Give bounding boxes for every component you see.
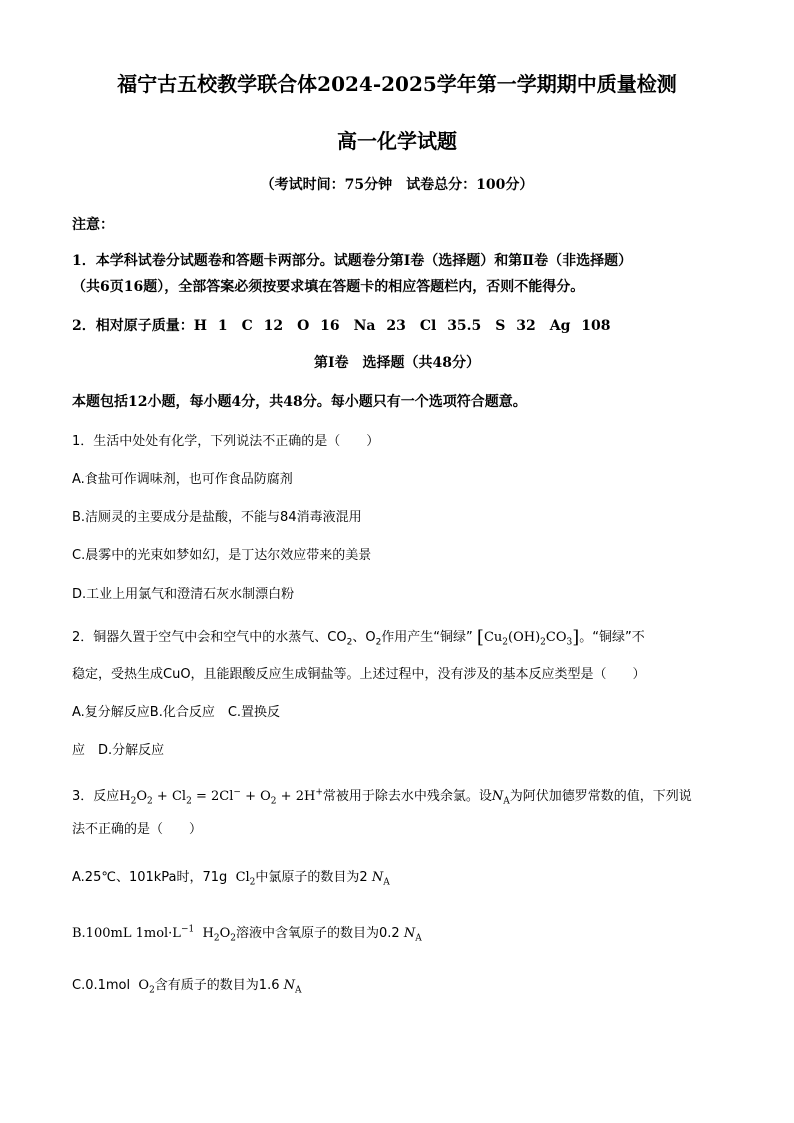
q3a-text-1: A.25℃、101kPa时，71g xyxy=(72,870,228,885)
formula-bracket-open: [ xyxy=(476,627,484,648)
q3-equation xyxy=(119,787,323,807)
section-title: 第Ⅰ卷 选择题（共48分） xyxy=(313,355,481,371)
q3b-h: H xyxy=(202,926,214,941)
eq-2h-sup: + xyxy=(315,787,323,798)
formula-cu: Cu xyxy=(483,630,503,645)
formula-co: CO xyxy=(545,630,567,645)
section-intro: 本题包括12小题，每小题4分，共48分。每小题只有一个选项符合题意。 xyxy=(72,394,527,410)
question-1-stem: 1．生活中处处有化学，下列说法不正确的是（ ） xyxy=(72,434,380,449)
eq-2cl: 2Cl xyxy=(210,789,234,804)
eq-cl: Cl xyxy=(171,789,187,804)
notice-item-2: 2．相对原子质量：H 1 C 12 O 16 Na 23 Cl 35.5 S 32 Ag 108 xyxy=(72,318,611,334)
q3c-n: N xyxy=(283,978,295,993)
q3a-cl2 xyxy=(235,870,256,888)
q3b-text-1: B.100mL 1mol·L xyxy=(72,926,181,941)
q3-text-2: 常被用于除去水中残余氯。设 xyxy=(322,789,492,804)
formula-oh-sub: 2 xyxy=(540,637,546,648)
question-1-option-d: D.工业上用氯气和澄清石灰水制漂白粉 xyxy=(72,587,295,602)
eq-plus-3: + xyxy=(280,789,292,804)
q3c-text-2: 含有质子的数目为1.6 xyxy=(154,978,280,993)
q2-text-1: 2．铜器久置于空气中会和空气中的水蒸气、CO xyxy=(72,630,347,645)
question-1-option-c: C.晨雾中的光束如梦如幻，是丁达尔效应带来的美景 xyxy=(72,548,372,563)
q3a-cl: Cl xyxy=(235,870,250,885)
eq-equals: = xyxy=(195,789,207,804)
formula-co-sub: 3 xyxy=(566,637,573,648)
q3a-n: N xyxy=(371,870,384,885)
eq-2cl-sup: − xyxy=(233,787,241,798)
q3b-sup: −1 xyxy=(180,924,195,935)
q3a-n-sub: A xyxy=(383,877,390,888)
eq-cl-sub: 2 xyxy=(186,796,192,807)
q2-text-2: 、O xyxy=(352,630,376,645)
question-1-option-a: A.食盐可作调味剂，也可作食品防腐剂 xyxy=(72,472,293,487)
question-2-options-line-1: A.复分解反应B.化合反应 C.置换反 xyxy=(72,705,281,720)
eq-plus-1: + xyxy=(156,789,168,804)
q3b-n: N xyxy=(403,926,416,941)
exam-title: 福宁古五校教学联合体2024-2025学年第一学期期中质量检测 xyxy=(117,72,677,96)
q3c-o: O xyxy=(138,978,150,993)
formula-bracket-close: ] xyxy=(572,627,580,648)
q3b-text-2: 溶液中含氧原子的数目为0.2 xyxy=(235,926,400,941)
avogadro-n: N xyxy=(491,789,504,804)
eq-h-sub: 2 xyxy=(130,796,137,807)
eq-2h: 2H xyxy=(295,789,316,804)
eq-o2-sub: 2 xyxy=(270,796,277,807)
eq-o: O xyxy=(136,789,148,804)
formula-cu-sub: 2 xyxy=(502,637,509,648)
question-3-option-c xyxy=(72,974,302,996)
q3-text-1: 3．反应 xyxy=(72,789,120,804)
q3c-o2 xyxy=(138,978,155,996)
exam-subject: 高一化学试题 xyxy=(337,129,457,153)
q2-sub-2b: 2 xyxy=(375,637,382,648)
q2-sub-2a: 2 xyxy=(346,637,353,648)
eq-plus-2: + xyxy=(245,789,256,804)
q3a-cl-sub: 2 xyxy=(249,877,256,888)
eq-h: H xyxy=(119,789,131,804)
q2-text-4: 。“铜绿”不 xyxy=(579,630,645,645)
notice-item-1-line-1: 1．本学科试卷分试题卷和答题卡两部分。试题卷分第Ⅰ卷（选择题）和第Ⅱ卷（非选择题） xyxy=(72,253,633,269)
formula-copper xyxy=(483,630,573,648)
q2-text-3: 作用产生“铜绿” xyxy=(381,630,473,645)
q3-text-3: 为阿伏加德罗常数的值，下列说 xyxy=(509,789,692,804)
question-2-stem-line-2: 稳定，受热生成CuO，且能跟酸反应生成铜盐等。上述过程中，没有涉及的基本反应类型是（ ） xyxy=(72,667,646,682)
q3b-o: O xyxy=(219,926,231,941)
question-1-option-b: B.洁厕灵的主要成分是盐酸，不能与84消毒液混用 xyxy=(72,510,362,525)
question-2-options-line-2: 应 D.分解反应 xyxy=(72,743,165,758)
q3a-text-2: 中氯原子的数目为2 xyxy=(255,870,368,885)
formula-oh: (OH) xyxy=(508,630,541,645)
exam-info: （考试时间：75分钟 试卷总分：100分） xyxy=(260,177,534,193)
question-3-option-a xyxy=(72,866,390,888)
q3c-n-sub: A xyxy=(295,985,302,996)
q3b-o-sub: 2 xyxy=(230,933,236,944)
q3c-o-sub: 2 xyxy=(149,985,155,996)
q3b-h2o2 xyxy=(202,926,236,944)
eq-o-sub: 2 xyxy=(147,796,153,807)
q3b-h-sub: 2 xyxy=(213,933,220,944)
q3c-text-1: C.0.1mol xyxy=(72,978,131,993)
question-2-stem xyxy=(72,626,645,648)
notice-label: 注意： xyxy=(72,217,114,233)
q3b-n-sub: A xyxy=(415,933,422,944)
avogadro-sub: A xyxy=(503,796,510,807)
question-3-option-b xyxy=(72,922,422,944)
question-3-stem xyxy=(72,785,692,807)
question-3-stem-line-2: 法不正确的是（ ） xyxy=(72,822,203,837)
notice-item-1-line-2: （共6页16题），全部答案必须按要求填在答题卡的相应答题栏内，否则不能得分。 xyxy=(72,279,585,295)
eq-o2: O xyxy=(260,789,271,804)
